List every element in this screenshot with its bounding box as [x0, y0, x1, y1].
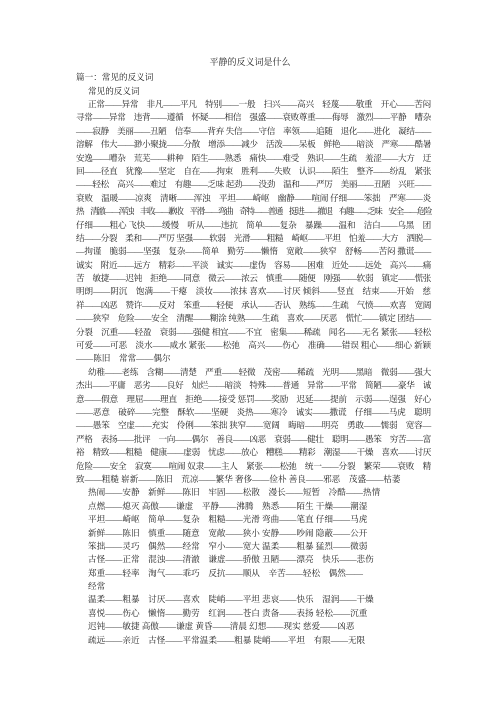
antonym-paragraph: [76, 607, 431, 620]
antonym-line: 祥——凶恶 赞许——反对 笨重——轻便 承认——否认 熟练——生疏 气愤——欢喜 宽阔: [76, 299, 431, 310]
antonym-line: 杰出——平庸 恶劣——良好 灿烂——暗淡 特殊——普通 异常——平常 简陋——豪华 诚: [76, 380, 431, 391]
antonym-line: ——轻松 高兴——难过 有趣——乏味 起劲——没劲 温和——严厉 美丽——丑陋 兴旺——: [76, 179, 431, 190]
antonym-line: 衰败 温暖——凉爽 清晰——浑浊 平坦——崎岖 幽静——喧闹 仔细——笨拙 严寒——炎: [76, 192, 431, 203]
antonym-line: 疏远——亲近 古怪——平常温柔——粗暴 陡峭——平坦 有限——无限: [88, 634, 366, 645]
antonym-paragraph: [76, 366, 431, 487]
antonym-paragraph: [76, 540, 431, 553]
antonym-paragraph: [76, 486, 431, 499]
antonym-line: 正常——异常 非凡——平凡 特别——一般 扫兴——高兴 轻蔑——敬重 开心——苦闷: [88, 99, 431, 109]
antonym-line: 苦 敏捷——迟钝 拒绝——同意 微云——浓云 慎重——随便 刚强——软弱 镇定——慌张: [76, 273, 431, 284]
antonym-line: 诚实 附近——远方 精彩——平淡 诚实——虚伪 容易——困难 近处——远处 高兴——痛: [76, 259, 431, 270]
antonym-paragraph: [76, 634, 431, 647]
antonym-line: 裕 精致——粗糙 健康——虚弱 忧虑——放心 糟糕——精彩 潮湿——干燥 喜欢——讨厌: [76, 447, 431, 458]
antonym-paragraph: [76, 593, 431, 606]
antonym-line: 迟钝——敏捷 高傲——谦虚 黄昏——清晨 幻想——现实 慈爱——凶恶: [88, 621, 355, 632]
antonym-line: 喜悦——伤心 懒惰——勤劳 红润——苍白 责备——表扬 轻松——沉重: [88, 607, 368, 618]
antonym-line: 寻常——异常 违背——遵循 怀疑——相信 强盛——衰败尊重——侮辱 激烈——平静 嘈杂: [76, 112, 431, 123]
antonym-line: 笨拙——灵巧 偶然——经常 窄小——宽大 温柔——粗暴 猛烈——微弱: [88, 540, 368, 551]
antonym-paragraph: [76, 567, 431, 580]
antonym-line: 致——粗糙 崭新——陈旧 荒凉——繁华 奢侈——俭朴 善良——邪恶 茂盛——枯萎: [76, 473, 401, 484]
antonym-list: [76, 98, 431, 647]
antonym-paragraph: [76, 500, 431, 513]
antonym-paragraph: [76, 620, 431, 633]
antonym-line: ——恶意 破碎——完整 酥软——坚硬 炎热——寒冷 诚实——撒谎 仔细——马虎 聪明: [76, 406, 431, 417]
antonym-line: 意——假意 理屈——理直 拒绝——接受 惩罚——奖励 迟延——提前 示弱——逞强 好心: [76, 393, 431, 404]
section-heading: 篇一：常见的反义词: [76, 72, 154, 82]
antonym-line: 古怪——正常 混浊——清澈 谦虚——骄傲 丑陋——漂亮 快乐——悲伤: [88, 554, 374, 565]
antonym-line: 明朗——阴沉 饱满——干瘪 淡妆——浓抹 喜欢——讨厌 倾斜——竖直 结束——开始 慈: [76, 286, 431, 297]
antonym-paragraph: [76, 527, 431, 540]
antonym-paragraph: [76, 580, 431, 593]
antonym-line: —拘谨 脆弱——坚强 复杂——简单 勤劳——懒惰 宽敞——狭窄 舒畅——苦闷 撒谎——: [76, 246, 431, 257]
antonym-line: 新鲜——陈旧 慎重——随意 宽敞——狭小 安静——吵闹 隐蔽——公开: [88, 527, 368, 538]
antonym-line: 幼稚——老练 含糊——清楚 严重——轻微 茂密——稀疏 光明——黑暗 微弱——强大: [88, 366, 431, 377]
antonym-line: 仔细——粗心 飞快——缓慢 听从——违抗 简单——复杂 暴躁——温和 洁白——乌黑 团: [76, 219, 431, 230]
antonym-line: 分裂 沉重——轻盈 衰弱——强健 相宜——不宜 密集——稀疏 闻名——无名 紧张——轻松: [76, 326, 431, 337]
antonym-line: 结——分裂 柔和——严厉 坚强——软弱 光滑——粗糙 崎岖——平坦 怕羞——大方 洒脱—: [76, 232, 431, 243]
antonym-line: ——愚笨 空虚——充实 伶俐——笨拙 狭窄——宽阔 晦暗——明亮 勇敢——懦弱 宽容—: [76, 420, 431, 431]
antonym-paragraph: [76, 98, 431, 366]
antonym-line: 溶解 伟大——渺小聚拢——分散 增添——减少 活泼——呆板 鲜艳——暗淡 严寒——酷暑: [76, 139, 431, 150]
antonym-paragraph: [76, 553, 431, 566]
antonym-line: 郑重——轻率 淘气——乖巧 反抗——顺从 辛苦——轻松 偶然——: [88, 567, 364, 578]
antonym-line: 危险——安全 寂寞——喧闹 奴隶——主人 紧张——松弛 统一——分裂 繁荣——衰败 精: [76, 460, 431, 471]
antonym-line: 热闹——安静 新鲜——陈旧 牢固——松散 漫长——短暂 冷酷——热情: [88, 487, 381, 498]
antonym-line: 温柔——粗暴 讨厌——喜欢 陡峭——平坦 悲哀——快乐 湿润——干燥: [88, 594, 374, 605]
section-subheading: 常见的反义词: [88, 86, 140, 96]
antonym-line: 平坦——崎岖 简单——复杂 粗糙——光滑 弯曲——笔直 仔细——马虎: [88, 514, 368, 525]
antonym-line: ——寂静 美丽——丑陋 信奉——背弃 失信——守信 率领——追随 退化——进化 凝结——: [76, 125, 431, 136]
antonym-line: 严格 表扬——批评 一向——偶尔 善良——凶恶 衰弱——健壮 聪明——愚笨 穷苦——富: [76, 433, 431, 444]
document-title: 平静的反义词是什么: [209, 57, 291, 67]
antonym-line: 回——径直 犹豫——坚定 自在——拘束 胜利——失败 认识——陌生 整齐——纷乱 紧张: [76, 165, 431, 176]
antonym-line: 可爱——可恶 淡水——咸水 紧张——松弛 高兴——伤心 准确——错误 粗心——细心 新颖: [76, 340, 431, 351]
antonym-line: 热 清澈——浑浊 丰收——歉收 平滑——弯曲 奇特——普通 挺进——撤退 有趣——乏味 安全——危险: [76, 206, 431, 217]
antonym-line: 点燃——熄灭 高傲——谦虚 平静——沸腾 熟悉——陌生 干燥——潮湿: [88, 500, 368, 511]
antonym-line: 经常: [88, 581, 106, 592]
antonym-paragraph: [76, 513, 431, 526]
antonym-line: 安逸——嘈杂 荒芜——耕种 陌生——熟悉 痛快——难受 熟识——生疏 羞涩——大方 迂: [76, 152, 431, 163]
antonym-line: ——陈旧 常常——偶尔: [76, 353, 171, 364]
antonym-line: ——狭窄 危险——安全 清醒——糊涂 纯熟——生疏 喜欢——厌恶 慌忙——镇定 团结——: [76, 313, 431, 324]
